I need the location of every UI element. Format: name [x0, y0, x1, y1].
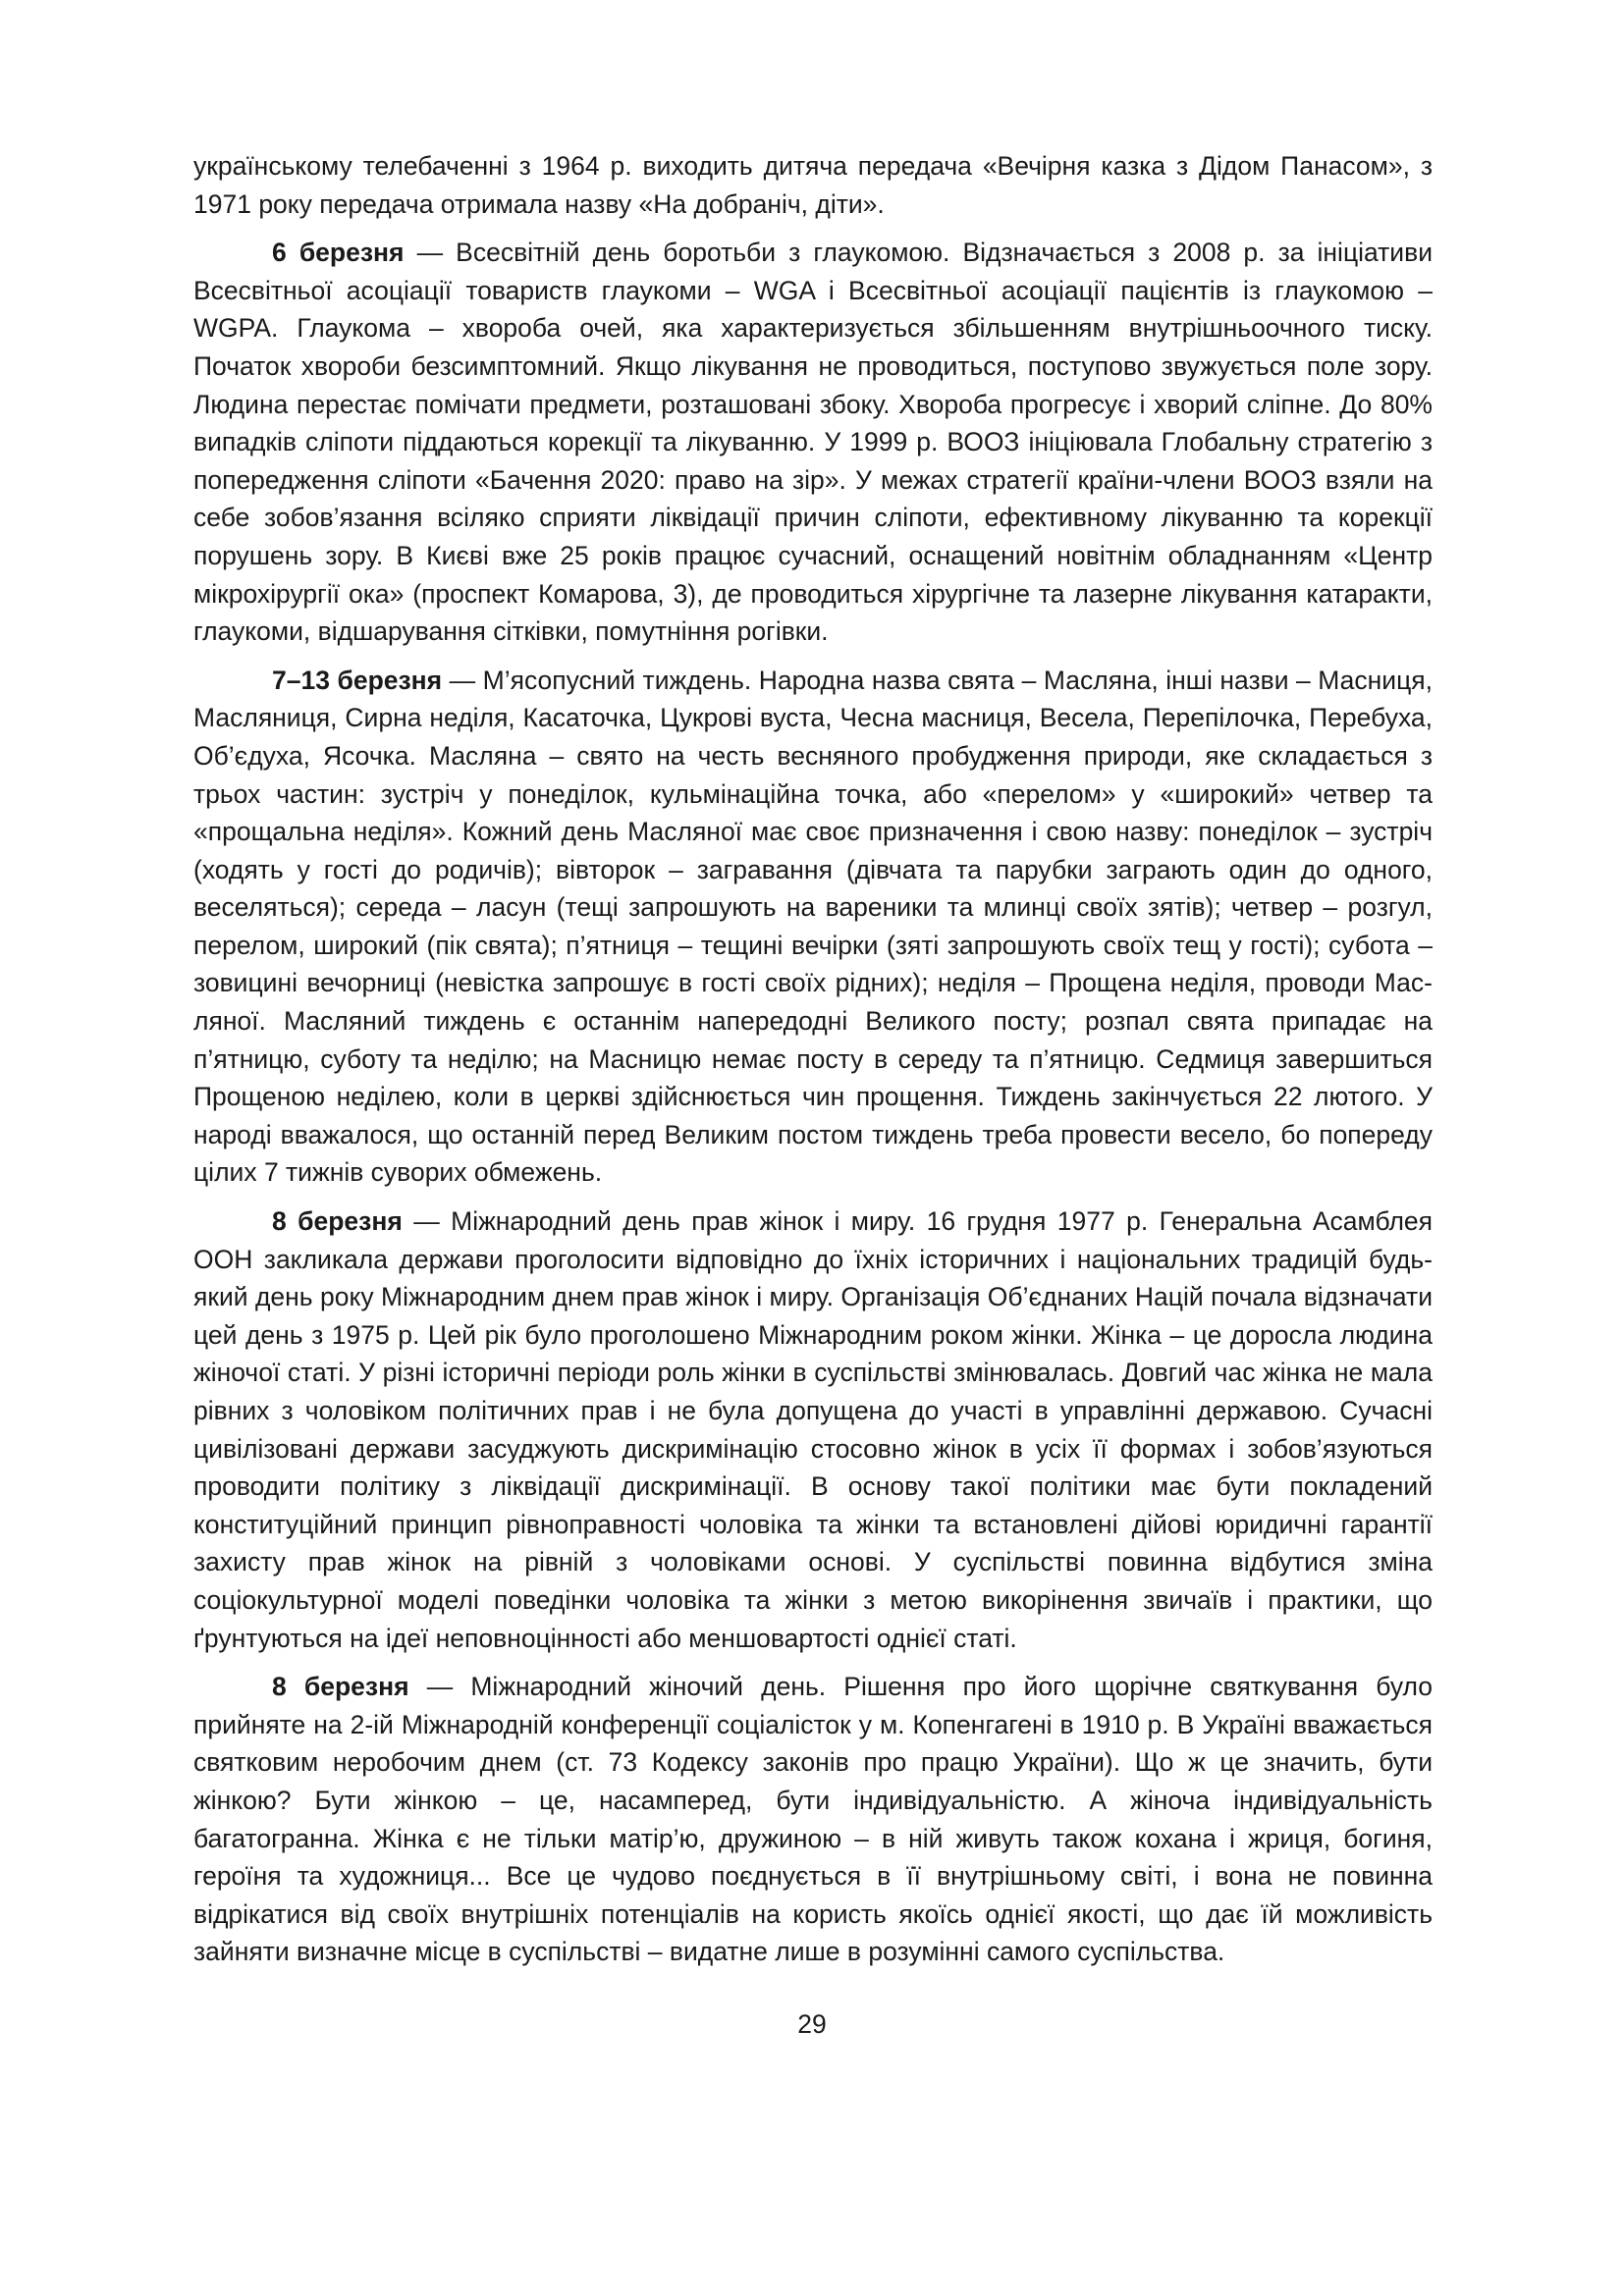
entry-text: — М’ясопусний тиждень. Народна назва свята – Масляна, інші назви – Масниця, Масляниця, Сирна неділя, Касаточка, Цукрові вуста, Чесна масниця, Весела, Перепілочка, Перебуха, Об’єдуха, Ясочка. Масляна – свято на честь весняного пробудження природи, яке складається з трьох частин: зустріч у понеділок, кульмінаційна точка, або «перелом» у «широкий» четвер та «прощальна неділя». Кожний день Масляної має своє призначення і свою назву: понеділок – зустріч (ходять у гості до родичів); вівторок – загравання (дівчата та парубки заграють один до одного, веселяться); середа – ласун (тещі запрошують на вареники та млинці своїх зятів); четвер – розгул, перелом, широкий (пік свята); п’ятниця – тещині вечірки (зяті запрошують своїх тещ у гості); субота – зовицині вечорниці (невістка запрошує в гості своїх рідних); неділя – Прощена неділя, проводи Масляної. Масляний тиждень є останнім напередодні Великого посту; розпал свята припадає на п’ятницю, суботу та неділю; на Масницю немає посту в середу та п’ятницю. Седмиця завершиться Прощеною неділею, коли в церкві здійснюється чин прощення. Тиждень закінчується 22 лютого. У народі вважалося, що останній перед Великим постом тиждень треба провести весело, бо попереду цілих 7 тижнів суворих обмежень. [193, 665, 1433, 1188]
entry-maslyana-week [193, 662, 1433, 1192]
page-number: 29 [797, 2009, 827, 2039]
entry-glaucoma-day [193, 234, 1433, 651]
entry-text: — Міжнародний жіночий день. Рішення про його щорічне святкування було прийняте на 2-ій Міжнародній конференції соціалісток у м. Копенгагені в 1910 р. В Україні вважається святковим неробочим днем (ст. 73 Кодексу законів про працю України). Що ж це значить, бути жінкою? Бути жінкою – це, насамперед, бути індивідуальністю. А жіноча індивідуальність багатогранна. Жінка є не тільки матір’ю, дружиною – в ній живуть також кохана і жриця, богиня, героїня та художниця... Все це чудово поєднується в її внутрішньому світі, і вона не повинна відрікатися від своїх внутрішніх потенціалів на користь якоїсь однієї якості, що дає їй можливість зайняти визначне місце в суспільстві – видатне лише в розумінні самого суспільства. [193, 1672, 1433, 1967]
entry-date: 7–13 березня [272, 665, 443, 695]
intro-text: українському телебаченні з 1964 р. виходить дитяча передача «Вечірня казка з Дідом Панасом», з 1971 року передача отримала назву «На добраніч, діти». [193, 151, 1433, 219]
entry-women-rights-day [193, 1202, 1433, 1657]
entry-womens-day [193, 1668, 1433, 1971]
entry-date: 8 березня [272, 1672, 409, 1702]
intro-paragraph [193, 147, 1433, 223]
entry-date: 8 березня [272, 1206, 403, 1237]
document-body [193, 147, 1433, 1982]
entry-date: 6 березня [272, 238, 405, 268]
entry-text: — Всесвітній день боротьби з глаукомою. Відзначається з 2008 р. за ініціативи Всесвітньої асоціації товариств глаукоми – WGA і Всесвітньої асоціації пацієнтів із глаукомою – WGPA. Глаукома – хвороба очей, яка характеризується збільшенням внутрішньоочного тиску. Початок хвороби безсимптомний. Якщо лікування не проводиться, поступово звужується поле зору. Людина перестає помічати предмети, розташовані збоку. Хвороба прогресує і хворий сліпне. До 80% випадків сліпоти піддаються корекції та лікуванню. У 1999 р. ВООЗ ініціювала Глобальну стратегію з попередження сліпоти «Бачення 2020: право на зір». У межах стратегії країни-члени ВООЗ взяли на себе зобов’язання всіляко сприяти ліквідації причин сліпоти, ефективному лікуванню та корекції порушень зору. В Києві вже 25 років працює сучасний, оснащений новітнім обладнанням «Центр мікрохірургії ока» (проспект Комарова, 3), де проводиться хірургічне та лазерне лікування катаракти, глаукоми, відшарування сітківки, помутніння рогівки. [193, 238, 1433, 647]
entry-text: — Міжнародний день прав жінок і миру. 16 грудня 1977 р. Генеральна Асамблея ООН закликала держави проголосити відповідно до їхніх історичних і національних традицій будь-який день року Міжнародним днем прав жінок і миру. Організація Об’єднаних Націй почала відзначати цей день з 1975 р. Цей рік було проголошено Міжнародним роком жінки. Жінка – це доросла людина жіночої статі. У різні історичні періоди роль жінки в суспільстві змінювалась. Довгий час жінка не мала рівних з чоловіком політичних прав і не була допущена до участі в управлінні державою. Сучасні цивілізовані держави засуджують дискримінацію стосовно жінок в усіх її формах і зобов’язуються проводити політику з ліквідації дискримінації. В основу такої політики має бути покладений конституційний принцип рівноправності чоловіка та жінки та встановлені дійові юридичні гарантії захисту прав жінок на рівній з чоловіками основі. У суспільстві повинна відбутися зміна соціокультурної моделі поведінки чоловіка та жінки з метою викорінення звичаїв і практики, що ґрунтуються на ідеї неповноцінності або меншовартості однієї статі. [193, 1206, 1433, 1653]
